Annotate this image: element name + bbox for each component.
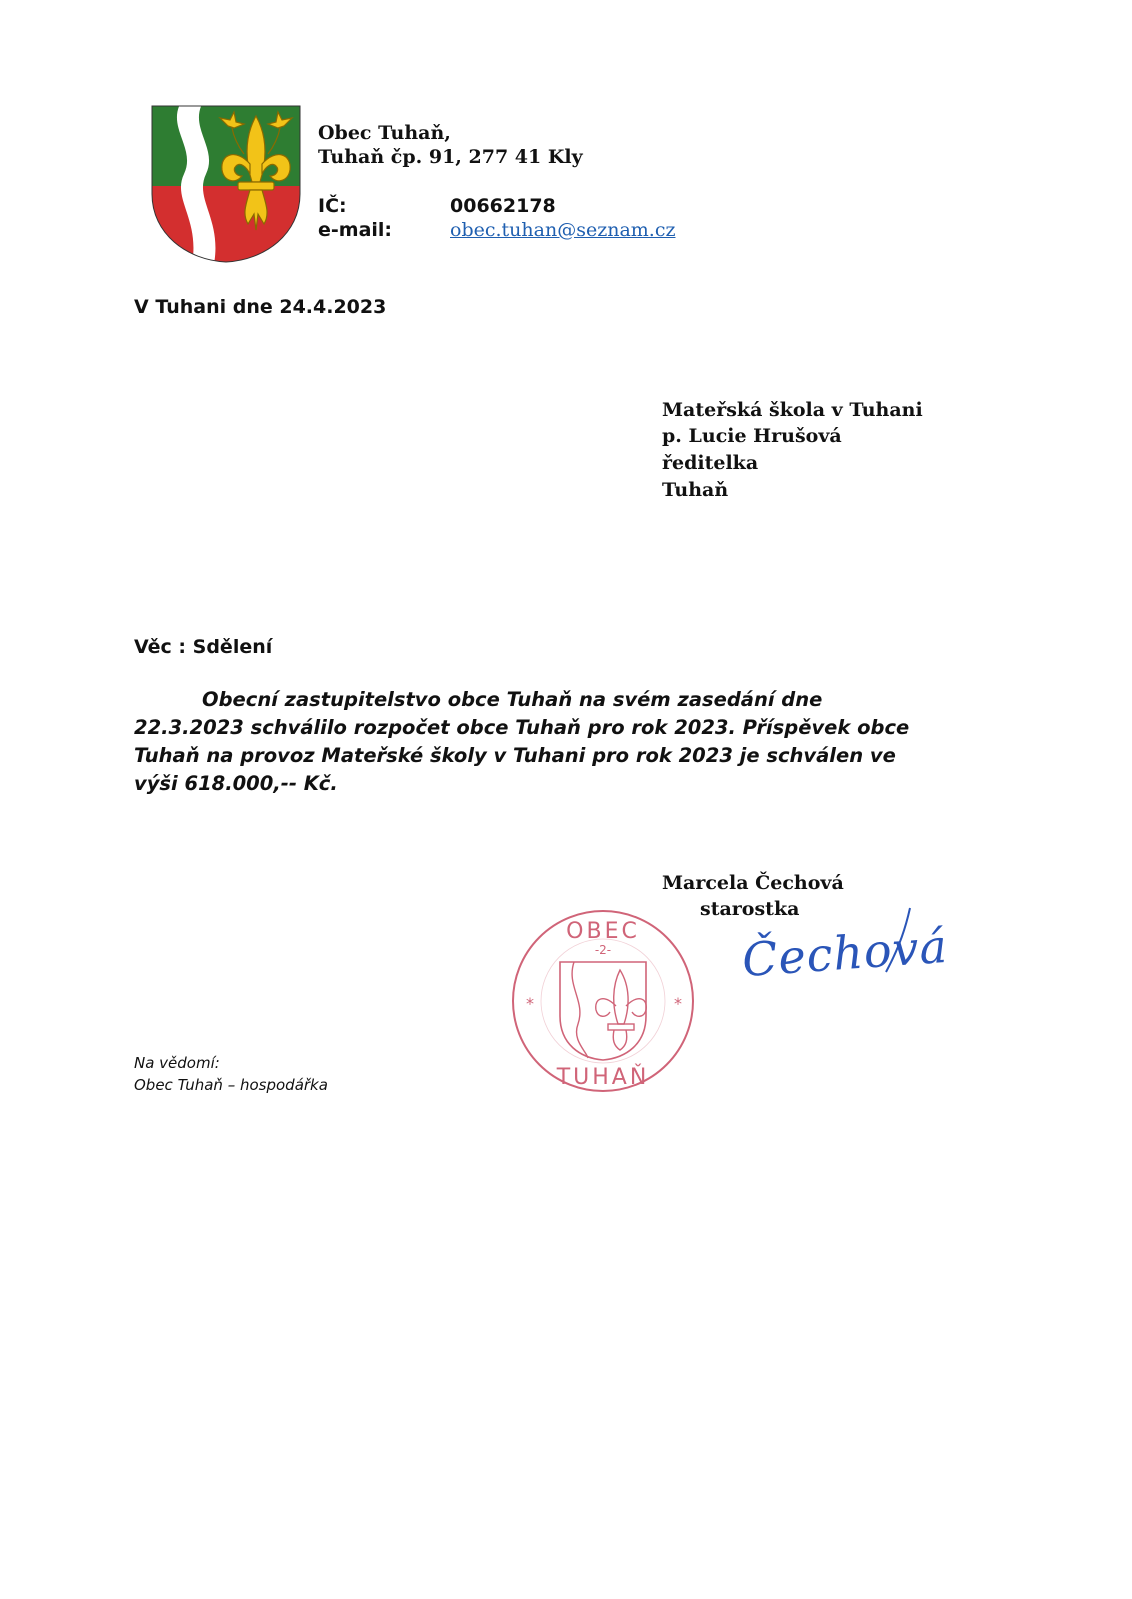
email-label: e-mail:	[318, 219, 393, 241]
stamp-top-text: OBEC	[566, 919, 640, 944]
coat-of-arms-logo	[150, 104, 302, 264]
recipient-line-3: ředitelka	[662, 452, 759, 474]
cc-label: Na vědomí:	[134, 1054, 220, 1072]
signatory-name: Marcela Čechová	[662, 872, 844, 894]
body-line-3: Tuhaň na provoz Mateřské školy v Tuhani pro rok 2023 je schválen ve	[134, 744, 896, 767]
body-line-1: Obecní zastupitelstvo obce Tuhaň na svém zasedání dne	[202, 688, 823, 711]
recipient-line-1: Mateřská škola v Tuhani	[662, 399, 923, 421]
stamp-bottom-text: TUHAŇ	[556, 1065, 650, 1090]
date-line: V Tuhani dne 24.4.2023	[134, 296, 387, 318]
body-paragraph	[134, 686, 994, 798]
svg-text:*: *	[526, 994, 534, 1013]
signature-stroke	[880, 906, 914, 976]
recipient-line-4: Tuhaň	[662, 479, 729, 501]
official-stamp	[508, 906, 698, 1096]
stamp-mid-text: -2-	[594, 943, 612, 957]
body-line-2: 22.3.2023 schválilo rozpočet obce Tuhaň pro rok 2023. Příspěvek obce	[134, 716, 910, 739]
ic-value: 00662178	[450, 195, 556, 217]
subject-line: Věc : Sdělení	[134, 636, 273, 658]
email-link[interactable]: obec.tuhan@seznam.cz	[450, 219, 676, 241]
handwritten-signature: Čechová	[740, 918, 950, 988]
recipient-line-2: p. Lucie Hrušová	[662, 425, 842, 447]
ic-label: IČ:	[318, 195, 347, 217]
cc-line-1: Obec Tuhaň – hospodářka	[134, 1076, 328, 1094]
signatory-title: starostka	[700, 898, 800, 920]
svg-text:*: *	[674, 994, 682, 1013]
org-address: Tuhaň čp. 91, 277 41 Kly	[318, 146, 583, 168]
body-line-4: výši 618.000,-- Kč.	[134, 772, 338, 795]
org-name: Obec Tuhaň,	[318, 122, 451, 144]
